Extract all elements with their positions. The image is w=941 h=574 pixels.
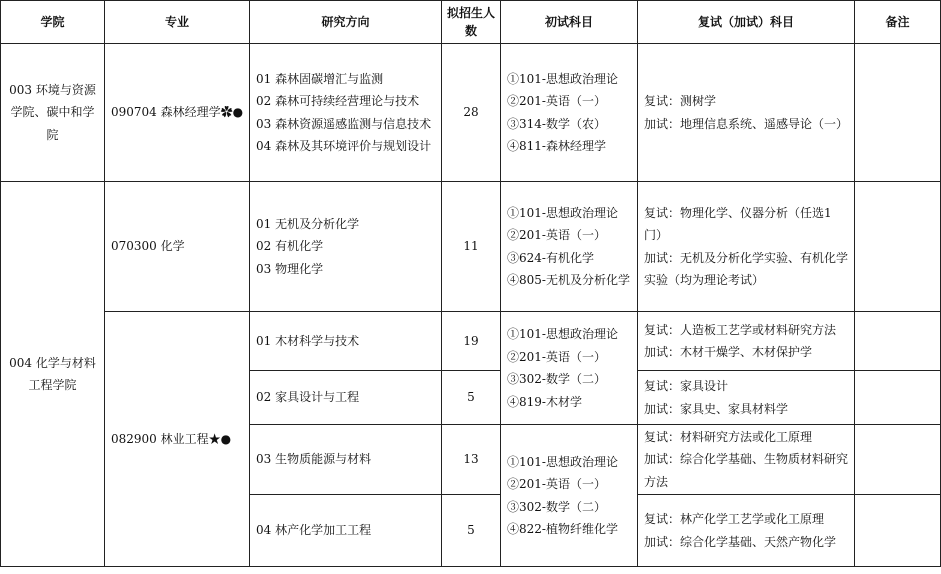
note-cell [855,44,941,182]
note-cell [855,182,941,312]
direction-item: 04 林产化学加工工程 [256,523,372,538]
direction-item: 01 森林固碳增汇与监测 [256,71,384,86]
exam-item: ③302-数学（二） [507,499,606,514]
retest-item: 加试：地理信息系统、遥感导论（一） [644,116,849,131]
retest-item: 加试：无机及分析化学实验、有机化学实验（均为理论考试） [644,250,849,287]
note-cell [855,425,941,495]
exam-item: ④805-无机及分析化学 [507,273,630,287]
retest-cell [638,495,855,567]
exam-item: ①101-思想政治理论 [507,327,618,341]
retest-item: 复试：测树学 [644,94,717,108]
major-name: 090704 森林经理学✿● [111,105,244,120]
direction-item: 03 生物质能源与材料 [256,452,372,467]
direction-item: 02 有机化学 [256,239,324,254]
college-cell [1,182,105,567]
direction-item: 02 森林可持续经营理论与技术 [256,94,420,108]
quota-cell: 5 [442,495,501,567]
major-name: 070300 化学 [111,239,185,254]
header-direction: 研究方向 [250,1,442,44]
exam-cell [501,182,638,312]
header-exam: 初试科目 [501,1,638,44]
note-cell [855,371,941,425]
retest-item: 复试：人造板工艺学或材料研究方法 [644,322,837,337]
direction-item: 03 物理化学 [256,261,324,276]
header-retest: 复试（加试）科目 [638,1,855,44]
exam-item: ④822-植物纤维化学 [507,522,618,536]
retest-item: 复试：家具设计 [644,379,729,393]
table-row [1,312,941,371]
quota-cell: 19 [442,312,501,371]
retest-cell [638,371,855,425]
direction-cell [250,425,442,495]
direction-cell [250,182,442,312]
exam-cell [501,425,638,567]
exam-cell [501,312,638,425]
retest-item: 加试：木材干燥学、木材保护学 [644,345,813,359]
exam-item: ②201-英语（一） [507,228,606,242]
direction-cell [250,495,442,567]
quota-cell: 11 [442,182,501,312]
retest-cell [638,425,855,495]
table-row [1,182,941,312]
header-college: 学院 [1,1,105,44]
quota-cell: 5 [442,371,501,425]
major-cell [105,182,250,312]
exam-item: ④811-森林经理学 [507,139,606,153]
retest-item: 加试：综合化学基础、天然产物化学 [644,534,837,549]
major-name: 082900 林业工程★● [111,431,232,446]
retest-cell [638,44,855,182]
header-quota: 拟招生人数 [442,1,501,44]
exam-item: ③624-有机化学 [507,250,594,265]
exam-item: ①101-思想政治理论 [507,205,618,220]
quota-cell: 28 [442,44,501,182]
header-row [1,1,941,44]
exam-item: ④819-木材学 [507,394,582,409]
exam-item: ①101-思想政治理论 [507,454,618,469]
direction-item: 03 森林资源遥感监测与信息技术 [256,116,432,131]
direction-item: 02 家具设计与工程 [256,390,360,405]
retest-cell [638,182,855,312]
quota-cell: 13 [442,425,501,495]
college-cell [1,44,105,182]
retest-item: 加试：家具史、家具材料学 [644,401,789,416]
college-name: 004 化学与材料工程学院 [9,355,96,392]
direction-item: 04 森林及其环境评价与规划设计 [256,139,432,153]
header-note: 备注 [855,1,941,44]
header-major: 专业 [105,1,250,44]
college-name: 003 环境与资源学院、碳中和学院 [9,82,96,142]
direction-cell [250,312,442,371]
direction-item: 01 木材科学与技术 [256,333,360,348]
exam-item: ②201-英语（一） [507,477,606,491]
retest-item: 复试：材料研究方法或化工原理 [644,429,813,444]
note-cell [855,312,941,371]
direction-item: 01 无机及分析化学 [256,216,360,231]
retest-cell [638,312,855,371]
retest-item: 加试：综合化学基础、生物质材料研究方法 [644,452,849,489]
exam-item: ③314-数学（农） [507,116,606,131]
major-cell [105,312,250,567]
direction-cell [250,44,442,182]
retest-item: 复试：林产化学工艺学或化工原理 [644,512,825,526]
exam-cell [501,44,638,182]
table-row [1,44,941,182]
exam-item: ③302-数学（二） [507,372,606,386]
direction-cell [250,371,442,425]
exam-item: ①101-思想政治理论 [507,71,618,86]
exam-item: ②201-英语（一） [507,349,606,364]
major-cell [105,44,250,182]
retest-item: 复试：物理化学、仪器分析（任选1门） [644,205,832,242]
exam-item: ②201-英语（一） [507,94,606,108]
note-cell [855,495,941,567]
